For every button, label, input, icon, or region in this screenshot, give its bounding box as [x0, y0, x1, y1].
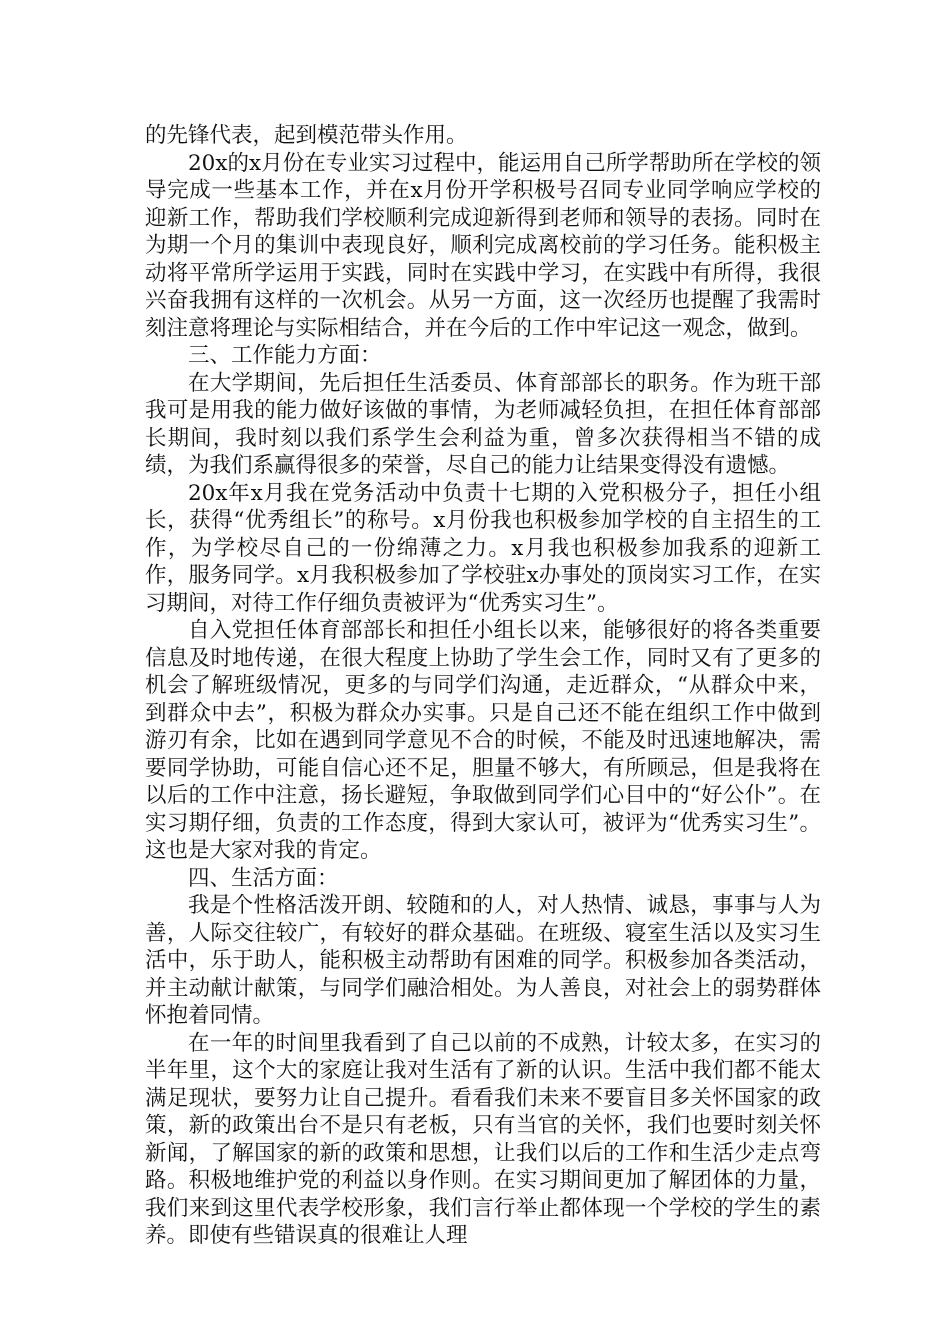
- paragraph-party-activities: 20x年x月我在党务活动中负责十七期的入党积极分子，担任小组长，获得“优秀组长”的称号。x月份我也积极参加学校的自主招生的工作，为学校尽自己的一份绵薄之力。x月我也积极参加我系的迎新工作，服务同学。x月我积极参加了学校驻x办事处的顶岗实习工作，在实习期间，对待工作仔细负责被评为“优秀实习生”。: [145, 480, 821, 616]
- paragraph-continuation: 的先锋代表，起到模范带头作用。: [145, 123, 468, 148]
- document-body: [145, 122, 821, 1250]
- section-heading-work-ability: 三、工作能力方面：: [188, 343, 382, 368]
- paragraph-class-cadre: 在大学期间，先后担任生活委员、体育部部长的职务。作为班干部我可是用我的能力做好该做的事情，为老师减轻负担，在担任体育部部长期间，我时刻以我们系学生会利益为重，曾多次获得相当不错的成绩，为我们系赢得很多的荣誉，尽自己的能力让结果变得没有遗憾。: [145, 370, 821, 478]
- paragraph-reflection: 在一年的时间里我看到了自己以前的不成熟，计较太多，在实习的半年里，这个大的家庭让我对生活有了新的认识。生活中我们都不能太满足现状，要努力让自己提升。看看我们未来不要盲目多关怀国家的政策，新的政策出台不是只有老板，只有当官的关怀，我们也要时刻关怀新闻，了解国家的新的政策和思想，让我们以后的工作和生活少走点弯路。积极地维护党的利益以身作则。在实习期间更加了解团体的力量，我们来到这里代表学校形象，我们言行举止都体现一个学校的学生的素养。即使有些错误真的很难让人理: [145, 1030, 821, 1248]
- section-heading-life: 四、生活方面：: [188, 865, 339, 891]
- paragraph-sports-minister: 自入党担任体育部部长和担任小组长以来，能够很好的将各类重要信息及时地传递，在很大程度上协助了学生会工作，同时又有了更多的机会了解班级情况，更多的与同学们沟通，走近群众，“从群众中来，到群众中去”，积极为群众办实事。只是自己还不能在组织工作中做到游刃有余，比如在遇到同学意见不合的时候，不能及时迅速地解决，需要同学协助，可能自信心还不足，胆量不够大，有所顾忌，但是我将在以后的工作中注意，扬长避短，争取做到同学们心目中的“好公仆”。在实习期仔细，负责的工作态度，得到大家认可，被评为“优秀实习生”。这也是大家对我的肯定。: [145, 618, 821, 863]
- paragraph-personality: 我是个性格活泼开朗、较随和的人，对人热情、诚恳，事事与人为善，人际交往较广，有较好的群众基础。在班级、寝室生活以及实习生活中，乐于助人，能积极主动帮助有困难的同学。积极参加各类活动，并主动献计献策，与同学们融洽相处。为人善良，对社会上的弱势群体怀抱着同情。: [145, 893, 821, 1028]
- paragraph-internship: 20x的x月份在专业实习过程中，能运用自己所学帮助所在学校的领导完成一些基本工作，并在x月份开学积极号召同专业同学响应学校的迎新工作，帮助我们学校顺利完成迎新得到老师和领导的表扬。同时在为期一个月的集训中表现良好，顺利完成离校前的学习任务。能积极主动将平常所学运用于实践，同时在实践中学习，在实践中有所得，我很兴奋我拥有这样的一次机会。从另一方面，这一次经历也提醒了我需时刻注意将理论与实际相结合，并在今后的工作中牢记这一观念，做到。: [145, 150, 821, 341]
